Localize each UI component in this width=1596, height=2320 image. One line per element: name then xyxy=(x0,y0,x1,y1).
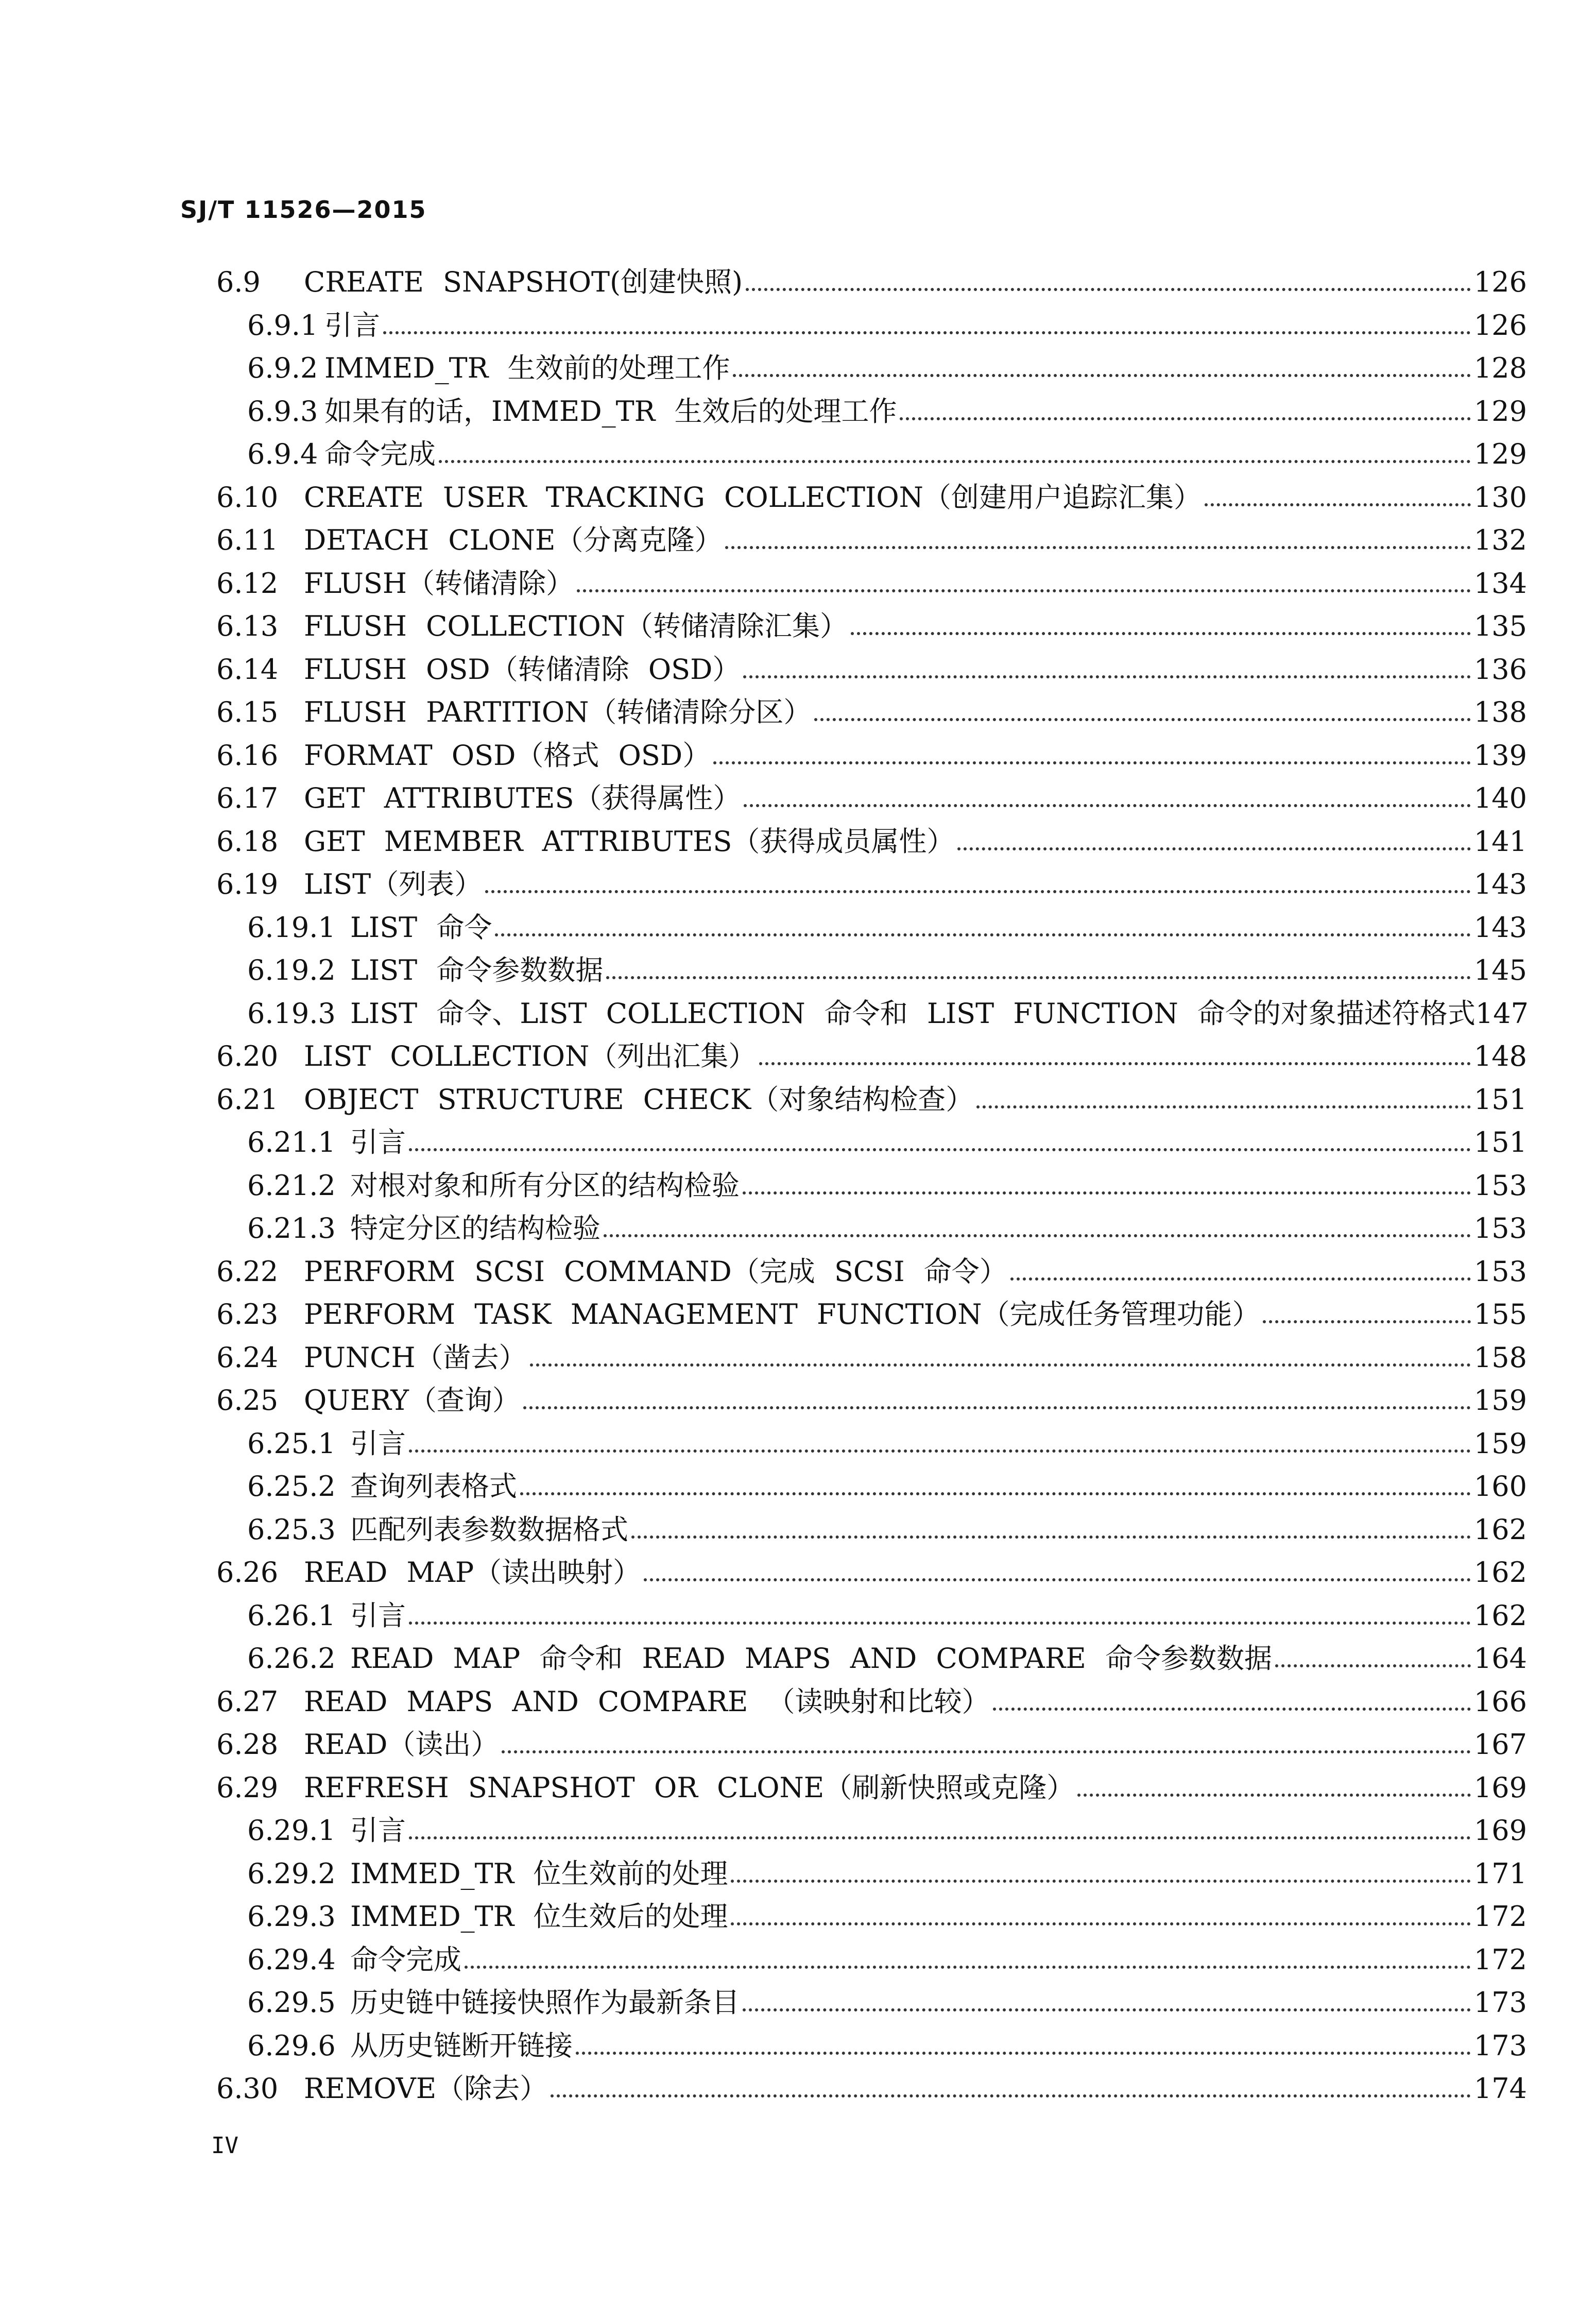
toc-entry[interactable] xyxy=(216,1206,1527,1242)
toc-entry-title: QUERY（查询） xyxy=(304,1384,520,1417)
toc-dot-leader xyxy=(409,1449,1471,1453)
toc-entry-title: 特定分区的结构检验 xyxy=(350,1212,600,1244)
toc-entry-title: 匹配列表参数数据格式 xyxy=(350,1513,628,1546)
toc-dot-leader xyxy=(485,890,1471,893)
toc-entry-page: 128 xyxy=(1473,352,1527,384)
toc-entry-page: 151 xyxy=(1473,1126,1527,1158)
toc-entry[interactable] xyxy=(216,1292,1527,1328)
toc-dot-leader xyxy=(1263,1320,1470,1323)
toc-entry-page: 151 xyxy=(1473,1083,1527,1116)
toc-entry-number: 6.21.2 xyxy=(247,1169,336,1202)
toc-entry[interactable] xyxy=(216,475,1527,514)
toc-entry-number: 6.26 xyxy=(216,1556,279,1589)
toc-entry-number: 6.26.2 xyxy=(247,1642,336,1675)
toc-entry-title: READ MAPS AND COMPARE （读映射和比较） xyxy=(304,1685,990,1718)
toc-dot-leader xyxy=(725,546,1470,549)
toc-entry[interactable] xyxy=(216,389,1527,428)
toc-entry[interactable] xyxy=(216,1809,1527,1845)
toc-dot-leader xyxy=(631,1536,1471,1539)
toc-entry-number: 6.27 xyxy=(216,1685,279,1718)
toc-entry-number: 6.15 xyxy=(216,696,279,728)
toc-entry[interactable] xyxy=(216,432,1527,468)
toc-entry-title: FLUSH PARTITION（转储清除分区） xyxy=(304,696,812,728)
toc-entry-number: 6.14 xyxy=(216,653,279,686)
toc-entry-title: LIST（列表） xyxy=(304,868,483,900)
toc-entry-number: 6.29.6 xyxy=(247,2029,336,2062)
toc-dot-leader xyxy=(409,1148,1471,1151)
toc-entry-title: DETACH CLONE（分离克隆） xyxy=(304,524,723,556)
toc-entry[interactable] xyxy=(216,1336,1527,1372)
toc-entry-number: 6.29.4 xyxy=(247,1943,336,1976)
toc-dot-leader xyxy=(976,1105,1471,1108)
toc-entry-title: IMMED_TR 生效前的处理工作 xyxy=(324,352,730,384)
toc-entry[interactable] xyxy=(216,1078,1527,1114)
toc-entry[interactable] xyxy=(216,948,1527,984)
toc-entry-page: 169 xyxy=(1473,1771,1527,1804)
toc-entry-page: 140 xyxy=(1473,782,1527,814)
toc-dot-leader xyxy=(604,1234,1471,1237)
toc-entry-number: 6.9.3 xyxy=(247,395,318,428)
toc-entry-title: 引言 xyxy=(350,1814,406,1847)
toc-dot-leader xyxy=(759,1062,1471,1065)
toc-entry-number: 6.19.3 xyxy=(247,997,336,1030)
toc-entry-page: 166 xyxy=(1473,1685,1527,1718)
toc-entry-number: 6.30 xyxy=(216,2072,279,2105)
toc-dot-leader xyxy=(409,1622,1471,1625)
toc-dot-leader xyxy=(814,718,1470,721)
toc-entry[interactable] xyxy=(216,776,1527,812)
toc-entry-number: 6.18 xyxy=(216,825,279,858)
toc-entry-number: 6.9.4 xyxy=(247,438,318,470)
toc-entry-title: 历史链中链接快照作为最新条目 xyxy=(350,1986,740,2019)
toc-dot-leader xyxy=(530,1363,1471,1367)
toc-entry-page: 141 xyxy=(1473,825,1527,858)
toc-entry-page: 136 xyxy=(1473,653,1527,686)
toc-entry-number: 6.21.3 xyxy=(247,1212,336,1244)
toc-dot-leader xyxy=(1205,503,1471,506)
toc-dot-leader xyxy=(576,2052,1471,2055)
toc-entry[interactable] xyxy=(216,1464,1527,1503)
toc-entry-number: 6.21.1 xyxy=(247,1126,336,1158)
toc-entry-title: REMOVE（除去） xyxy=(304,2072,548,2105)
toc-dot-leader xyxy=(1275,1664,1471,1667)
toc-dot-leader xyxy=(465,1966,1471,1969)
toc-entry-page: 153 xyxy=(1473,1255,1527,1288)
toc-dot-leader xyxy=(439,460,1471,463)
toc-entry-number: 6.29.5 xyxy=(247,1986,336,2019)
toc-dot-leader xyxy=(744,804,1470,807)
toc-dot-leader xyxy=(957,847,1471,850)
toc-entry-number: 6.22 xyxy=(216,1255,279,1288)
toc-entry-number: 6.19.1 xyxy=(247,911,336,944)
toc-entry-number: 6.24 xyxy=(216,1341,279,1374)
toc-dot-leader xyxy=(409,1836,1471,1839)
toc-entry-title: READ（读出） xyxy=(304,1728,499,1761)
toc-entry-number: 6.12 xyxy=(216,567,279,600)
toc-entry-page: 134 xyxy=(1473,567,1527,600)
toc-entry[interactable] xyxy=(216,906,1527,942)
toc-dot-leader xyxy=(606,976,1471,979)
toc-entry-page: 130 xyxy=(1473,481,1527,514)
toc-entry[interactable] xyxy=(216,1034,1527,1070)
toc-entry-page: 173 xyxy=(1473,1986,1527,2019)
toc-entry-page: 169 xyxy=(1473,1814,1527,1847)
standard-number-header: SJ/T 11526—2015 xyxy=(180,196,427,224)
toc-entry-title: 查询列表格式 xyxy=(350,1470,517,1503)
toc-dot-leader xyxy=(713,761,1471,764)
toc-entry-title: LIST 命令、LIST COLLECTION 命令和 LIST FUNCTION 命令的对象描述符格式 xyxy=(350,997,1475,1030)
toc-entry-page: 155 xyxy=(1473,1298,1527,1330)
toc-entry-title: IMMED_TR 位生效前的处理 xyxy=(350,1857,728,1890)
toc-entry-page: 172 xyxy=(1473,1900,1527,1933)
toc-dot-leader xyxy=(644,1578,1471,1581)
page-number-footer: IV xyxy=(211,2133,238,2159)
toc-entry-page: 158 xyxy=(1473,1341,1527,1374)
toc-dot-leader xyxy=(551,2094,1471,2097)
toc-entry-page: 171 xyxy=(1473,1857,1527,1890)
toc-dot-leader xyxy=(1077,1794,1471,1797)
toc-entry-title: FORMAT OSD（格式 OSD） xyxy=(304,739,711,772)
toc-entry-title: PERFORM TASK MANAGEMENT FUNCTION（完成任务管理功能） xyxy=(304,1298,1260,1330)
toc-dot-leader xyxy=(383,331,1471,334)
toc-entry-number: 6.26.1 xyxy=(247,1599,336,1632)
toc-entry-title: CREATE SNAPSHOT(创建快照) xyxy=(304,266,743,298)
toc-entry[interactable] xyxy=(216,992,1527,1028)
toc-entry[interactable] xyxy=(216,604,1527,640)
toc-entry[interactable] xyxy=(216,1636,1527,1673)
toc-entry-page: 162 xyxy=(1473,1556,1527,1589)
toc-entry-page: 159 xyxy=(1473,1427,1527,1460)
toc-entry[interactable] xyxy=(216,1722,1527,1759)
toc-entry-page: 126 xyxy=(1473,309,1527,342)
toc-entry-title: READ MAP（读出映射） xyxy=(304,1556,641,1589)
toc-dot-leader xyxy=(523,1406,1471,1409)
toc-entry[interactable] xyxy=(216,2067,1527,2103)
toc-entry-title: LIST 命令参数数据 xyxy=(350,954,604,986)
toc-entry-number: 6.9.2 xyxy=(247,352,318,384)
toc-entry-number: 6.23 xyxy=(216,1298,279,1330)
toc-entry[interactable] xyxy=(216,862,1527,898)
toc-entry-number: 6.16 xyxy=(216,739,279,772)
toc-entry-title: PUNCH（凿去） xyxy=(304,1341,527,1374)
toc-entry-number: 6.10 xyxy=(216,481,279,514)
toc-entry-number: 6.29.2 xyxy=(247,1857,336,1890)
toc-entry-number: 6.17 xyxy=(216,782,279,814)
toc-entry-title: 引言 xyxy=(324,309,380,342)
toc-entry-page: 143 xyxy=(1473,868,1527,900)
toc-entry-page: 129 xyxy=(1473,438,1527,470)
toc-entry[interactable] xyxy=(216,561,1527,598)
toc-entry-title: FLUSH COLLECTION（转储清除汇集） xyxy=(304,610,848,642)
toc-dot-leader xyxy=(900,417,1470,420)
toc-entry-page: 126 xyxy=(1473,266,1527,298)
toc-entry-page: 153 xyxy=(1473,1212,1527,1244)
toc-entry-title: GET ATTRIBUTES（获得属性） xyxy=(304,782,741,814)
toc-entry-page: 147 xyxy=(1475,997,1529,1030)
toc-entry[interactable] xyxy=(216,303,1527,342)
toc-dot-leader xyxy=(731,1880,1470,1883)
toc-entry-title: FLUSH OSD（转储清除 OSD） xyxy=(304,653,741,686)
toc-entry-page: 162 xyxy=(1473,1599,1527,1632)
toc-entry-title: 命令完成 xyxy=(324,438,436,470)
toc-entry-number: 6.29.3 xyxy=(247,1900,336,1933)
toc-entry-page: 164 xyxy=(1473,1642,1527,1675)
toc-entry-page: 129 xyxy=(1473,395,1527,428)
toc-entry[interactable] xyxy=(216,1422,1527,1458)
toc-entry-number: 6.11 xyxy=(216,524,279,556)
toc-entry-title: 引言 xyxy=(350,1427,406,1460)
toc-entry[interactable] xyxy=(216,1852,1527,1888)
toc-entry-page: 160 xyxy=(1473,1470,1527,1503)
toc-entry[interactable] xyxy=(216,1508,1527,1544)
toc-entry-title: 引言 xyxy=(350,1126,406,1158)
toc-dot-leader xyxy=(731,1922,1470,1925)
toc-entry-page: 145 xyxy=(1473,954,1527,986)
toc-entry[interactable] xyxy=(216,690,1527,726)
toc-entry-page: 159 xyxy=(1473,1384,1527,1417)
toc-entry-number: 6.13 xyxy=(216,610,279,642)
toc-entry-page: 139 xyxy=(1473,739,1527,772)
toc-entry-title: GET MEMBER ATTRIBUTES（获得成员属性） xyxy=(304,825,955,858)
toc-dot-leader xyxy=(502,1750,1471,1753)
toc-entry-page: 138 xyxy=(1473,696,1527,728)
toc-entry-page: 143 xyxy=(1473,911,1527,944)
toc-dot-leader xyxy=(743,675,1471,678)
toc-entry-page: 174 xyxy=(1473,2072,1527,2105)
toc-entry-title: REFRESH SNAPSHOT OR CLONE（刷新快照或克隆） xyxy=(304,1771,1075,1804)
toc-entry-title: 命令完成 xyxy=(350,1943,461,1976)
toc-entry[interactable] xyxy=(216,1938,1527,1974)
toc-entry[interactable] xyxy=(216,1766,1527,1802)
toc-entry[interactable] xyxy=(216,1594,1527,1630)
toc-entry-number: 6.19.2 xyxy=(247,954,336,986)
toc-entry-page: 132 xyxy=(1473,524,1527,556)
toc-entry[interactable] xyxy=(216,518,1527,554)
toc-entry-number: 6.25.1 xyxy=(247,1427,336,1460)
toc-entry-page: 135 xyxy=(1473,610,1527,642)
toc-entry-number: 6.25.3 xyxy=(247,1513,336,1546)
toc-entry-title: PERFORM SCSI COMMAND（完成 SCSI 命令） xyxy=(304,1255,1007,1288)
toc-entry-title: 对根对象和所有分区的结构检验 xyxy=(350,1169,740,1202)
toc-entry-title: READ MAP 命令和 READ MAPS AND COMPARE 命令参数数据 xyxy=(350,1642,1273,1675)
toc-entry-page: 162 xyxy=(1473,1513,1527,1546)
toc-entry[interactable] xyxy=(216,1550,1527,1587)
toc-entry[interactable] xyxy=(216,1680,1527,1716)
toc-entry-number: 6.28 xyxy=(216,1728,279,1761)
toc-dot-leader xyxy=(495,933,1471,936)
toc-entry-title: OBJECT STRUCTURE CHECK（对象结构检查） xyxy=(304,1083,974,1116)
toc-entry-number: 6.25 xyxy=(216,1384,279,1417)
toc-entry-number: 6.25.2 xyxy=(247,1470,336,1503)
toc-dot-leader xyxy=(577,589,1471,592)
toc-dot-leader xyxy=(993,1708,1471,1711)
toc-entry[interactable] xyxy=(216,346,1527,382)
toc-dot-leader xyxy=(520,1492,1471,1495)
toc-entry-page: 172 xyxy=(1473,1943,1527,1976)
toc-entry-title: CREATE USER TRACKING COLLECTION（创建用户追踪汇集） xyxy=(304,481,1202,514)
toc-dot-leader xyxy=(746,288,1471,291)
toc-entry-title: 从历史链断开链接 xyxy=(350,2029,573,2062)
toc-entry-number: 6.20 xyxy=(216,1040,279,1072)
toc-entry-title: IMMED_TR 位生效后的处理 xyxy=(350,1900,728,1933)
toc-dot-leader xyxy=(1010,1277,1471,1281)
toc-entry-title: 引言 xyxy=(350,1599,406,1632)
toc-entry-number: 6.29.1 xyxy=(247,1814,336,1847)
toc-entry-title: FLUSH（转储清除） xyxy=(304,567,574,600)
toc-entry[interactable] xyxy=(216,1250,1527,1286)
toc-entry[interactable] xyxy=(216,260,1527,296)
toc-entry-number: 6.19 xyxy=(216,868,279,900)
toc-entry[interactable] xyxy=(216,647,1527,684)
toc-entry-number: 6.29 xyxy=(216,1771,279,1804)
toc-dot-leader xyxy=(733,374,1470,377)
toc-entry[interactable] xyxy=(216,1981,1527,2017)
toc-entry-page: 173 xyxy=(1473,2029,1527,2062)
toc-entry-page: 167 xyxy=(1473,1728,1527,1761)
toc-entry-title: LIST COLLECTION（列出汇集） xyxy=(304,1040,757,1072)
toc-entry-page: 153 xyxy=(1473,1169,1527,1202)
toc-entry[interactable] xyxy=(216,1164,1527,1200)
toc-dot-leader xyxy=(851,632,1471,635)
toc-entry-title: 如果有的话，IMMED_TR 生效后的处理工作 xyxy=(324,395,897,428)
toc-entry[interactable] xyxy=(216,820,1527,856)
toc-entry-number: 6.9.1 xyxy=(247,309,318,342)
toc-entry[interactable] xyxy=(216,733,1527,770)
toc-entry[interactable] xyxy=(216,1895,1527,1931)
toc-entry[interactable] xyxy=(216,2024,1527,2060)
toc-entry-title: LIST 命令 xyxy=(350,911,492,944)
toc-entry-number: 6.21 xyxy=(216,1083,279,1116)
toc-dot-leader xyxy=(743,2008,1471,2011)
toc-entry[interactable] xyxy=(216,1378,1527,1417)
toc-entry-number: 6.9 xyxy=(216,266,261,298)
toc-dot-leader xyxy=(743,1191,1471,1195)
toc-entry[interactable] xyxy=(216,1120,1527,1156)
toc-entry-page: 148 xyxy=(1473,1040,1527,1072)
